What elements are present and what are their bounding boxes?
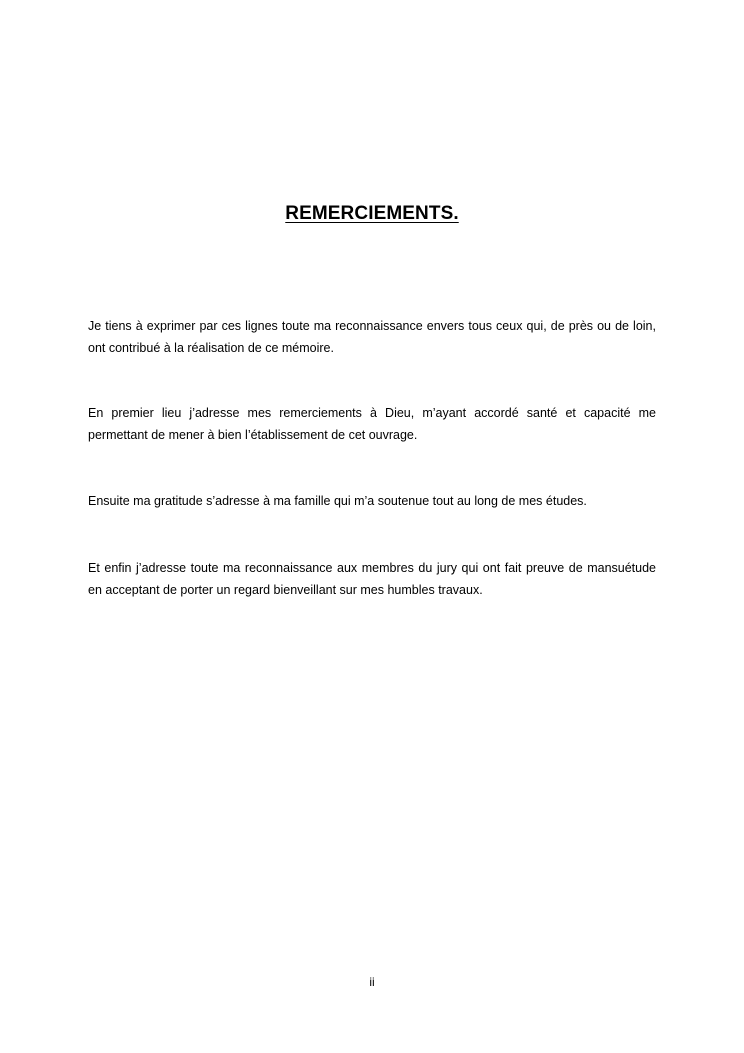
page-title: REMERCIEMENTS. [285, 203, 459, 224]
paragraph-thanks-jury: Et enfin j’adresse toute ma reconnaissance aux membres du jury qui ont fait preuve de mansuétude en acceptant de porter un regard bienveillant sur mes humbles travaux. [88, 561, 656, 597]
paragraph-thanks-family: Ensuite ma gratitude s’adresse à ma famille qui m’a soutenue tout au long de mes études. [88, 494, 587, 508]
paragraph-intro: Je tiens à exprimer par ces lignes toute ma reconnaissance envers tous ceux qui, de près ou de loin, ont contribué à la réalisation de ce mémoire. [88, 319, 656, 355]
page-number: ii [369, 975, 375, 989]
paragraph-thanks-god: En premier lieu j’adresse mes remerciements à Dieu, m’ayant accordé santé et capacité me permettant de mener à bien l’établissement de cet ouvrage. [88, 406, 656, 442]
